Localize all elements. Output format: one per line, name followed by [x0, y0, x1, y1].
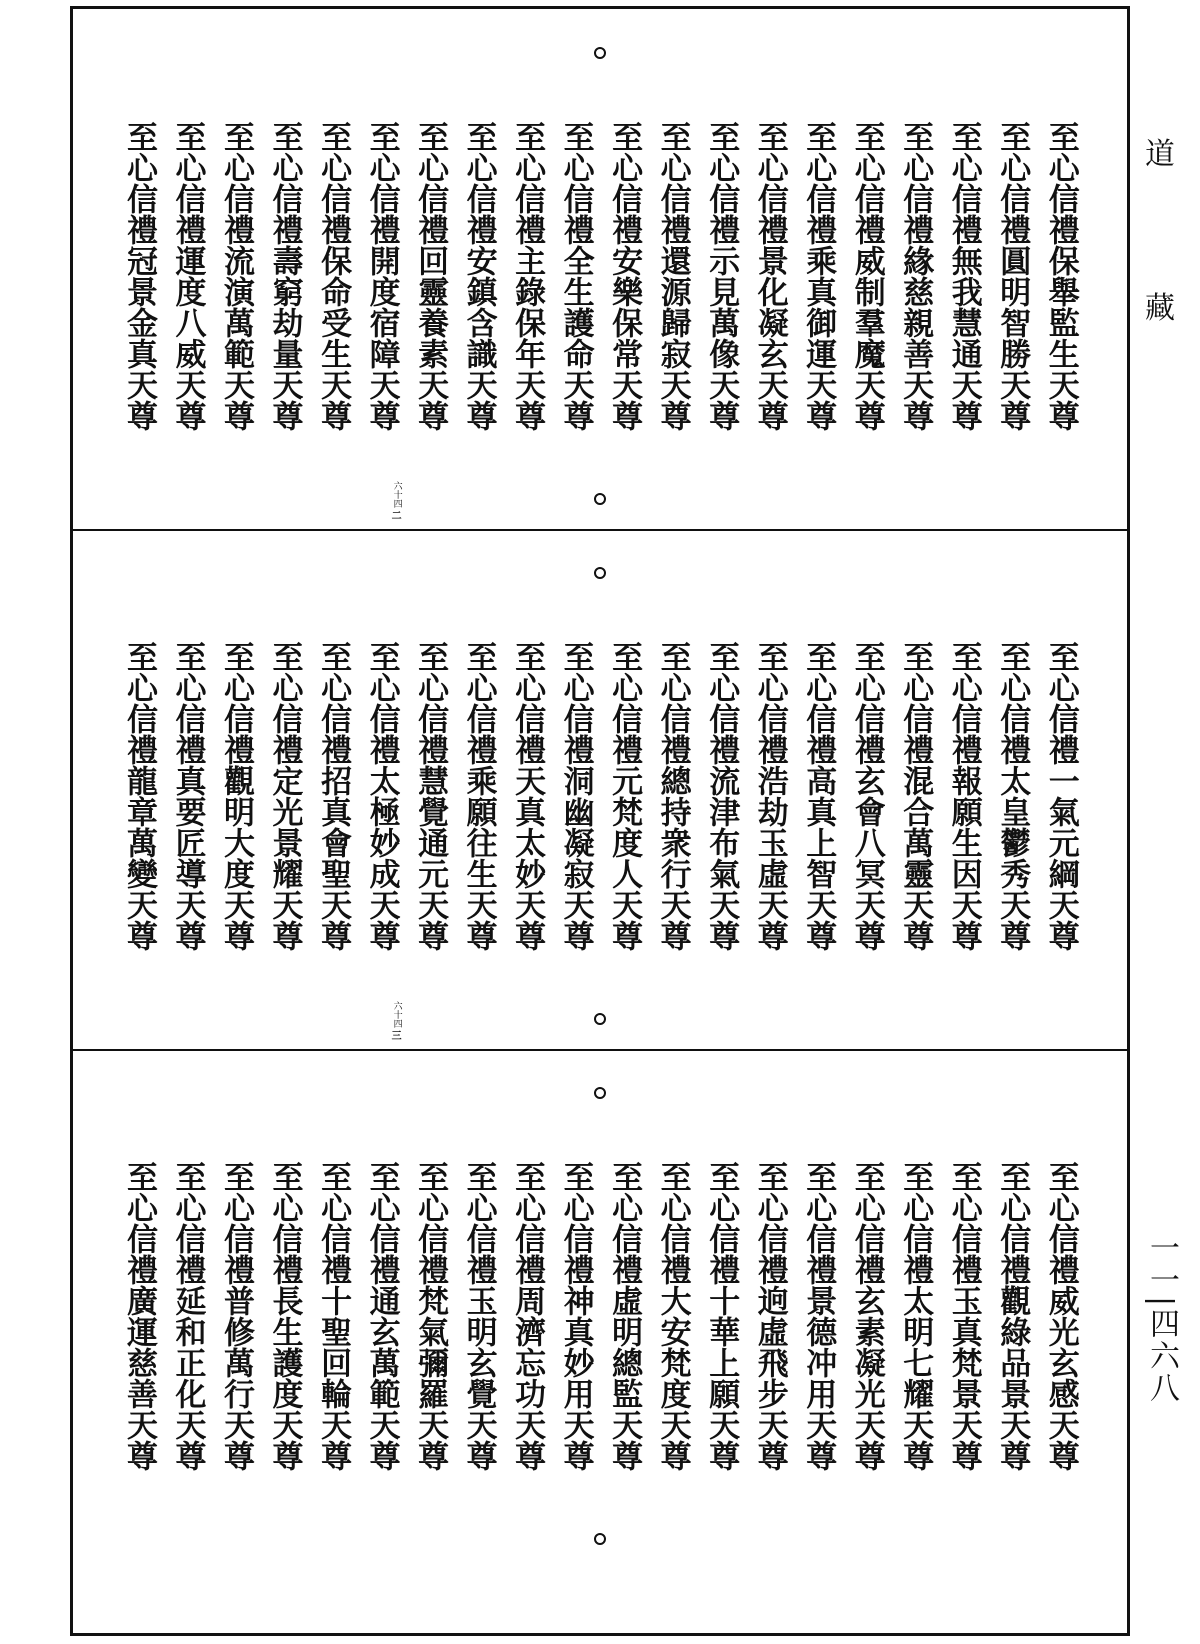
- column-text: 至心信禮威光玄感天尊: [1042, 1161, 1079, 1471]
- text-column: [216, 641, 256, 951]
- text-column: [992, 121, 1032, 431]
- text-column: [216, 1161, 256, 1471]
- text-column: [847, 641, 887, 951]
- circle-mark-bottom: [594, 1533, 606, 1545]
- column-text: 至心信禮十華上願天尊: [703, 1161, 740, 1471]
- column-annotation: 六十四: [391, 1001, 402, 1028]
- column-text: 至心信禮流津布氣天尊: [703, 641, 740, 951]
- column-text: 至心信禮廣運慈善天尊: [121, 1161, 157, 1471]
- side-margin-title: [1140, 138, 1180, 326]
- column-text: 至心信禮乘願往生天尊: [460, 641, 497, 951]
- text-column: [750, 641, 790, 951]
- text-column: [410, 121, 450, 431]
- text-column: [944, 641, 984, 951]
- column-text: 至心信禮無我慧通天尊: [945, 121, 982, 431]
- text-column: [798, 641, 838, 951]
- fold-marker: 三: [391, 1031, 402, 1042]
- text-column: [119, 1161, 159, 1471]
- column-text: 至心信禮元梵度人天尊: [606, 641, 643, 951]
- column-text: 至心信禮龍章萬變天尊: [121, 641, 157, 951]
- circle-mark-top: [594, 47, 606, 59]
- side-title-char: 藏: [1145, 291, 1175, 326]
- column-text: 至心信禮高真上智天尊: [800, 641, 837, 951]
- text-column: [459, 1161, 499, 1471]
- column-text: 至心信禮回靈養素天尊: [412, 121, 449, 431]
- panel-divider: [73, 1049, 1127, 1051]
- column-text: 至心信禮定光景耀天尊: [266, 641, 303, 951]
- column-text: 至心信禮保命受生天尊: [315, 121, 352, 431]
- column-text: 至心信禮緣慈親善天尊: [897, 121, 934, 431]
- text-column: [895, 1161, 935, 1471]
- column-text: 至心信禮逈虛飛步天尊: [751, 1161, 788, 1471]
- column-text: 至心信禮威制羣魔天尊: [848, 121, 885, 431]
- column-text: 至心信禮主錄保年天尊: [509, 121, 546, 431]
- text-column: [798, 121, 838, 431]
- column-text: 至心信禮壽窮劫量天尊: [266, 121, 303, 431]
- text-column: [119, 121, 159, 431]
- text-column: [459, 121, 499, 431]
- text-columns: [119, 1161, 1081, 1471]
- column-text: 至心信禮通玄萬範天尊: [363, 1161, 400, 1471]
- column-text: 至心信禮開度宿障天尊: [363, 121, 400, 431]
- text-column: [265, 1161, 305, 1471]
- text-column: [410, 1161, 450, 1471]
- column-text: 至心信禮觀綠品景天尊: [994, 1161, 1031, 1471]
- column-text: 至心信禮十聖回輪天尊: [315, 1161, 352, 1471]
- page-frame: [70, 6, 1130, 1636]
- text-column: [168, 1161, 208, 1471]
- column-text: 至心信禮太極妙成天尊: [363, 641, 400, 951]
- text-column: [604, 641, 644, 951]
- text-column: [604, 121, 644, 431]
- text-column: [313, 121, 353, 431]
- page-number: 一一|四六八: [1144, 1232, 1179, 1405]
- column-text: 至心信禮太明七耀天尊: [897, 1161, 934, 1471]
- text-column: [798, 1161, 838, 1471]
- text-column: [1041, 641, 1081, 951]
- text-column: [1041, 1161, 1081, 1471]
- column-annotation: 六十四: [391, 481, 402, 508]
- text-column: [265, 641, 305, 951]
- text-column: [701, 121, 741, 431]
- column-text: 至心信禮玉明玄覺天尊: [460, 1161, 497, 1471]
- side-title-char: 道: [1145, 137, 1175, 172]
- text-column: [313, 1161, 353, 1471]
- column-text: 至心信禮安鎮含識天尊: [460, 121, 497, 431]
- text-column: [944, 1161, 984, 1471]
- text-columns: [119, 121, 1081, 522]
- text-column: [750, 121, 790, 431]
- column-text: 至心信禮總持衆行天尊: [654, 641, 691, 951]
- text-column: [653, 121, 693, 431]
- column-text: 至心信禮景德冲用天尊: [800, 1161, 837, 1471]
- text-columns: [119, 641, 1081, 1042]
- text-column: [653, 1161, 693, 1471]
- circle-mark-top: [594, 1087, 606, 1099]
- text-column: [265, 121, 305, 431]
- column-text: 至心信禮普修萬行天尊: [218, 1161, 255, 1471]
- text-column: [556, 121, 596, 431]
- text-column: [1041, 121, 1081, 431]
- column-text: 至心信禮梵氣彌羅天尊: [412, 1161, 449, 1471]
- text-column: [507, 121, 547, 431]
- text-column: [313, 641, 353, 951]
- column-text: 至心信禮一氣元綱天尊: [1042, 641, 1079, 951]
- column-text: 至心信禮招真會聖天尊: [315, 641, 352, 951]
- text-column: [459, 641, 499, 951]
- text-column: [701, 641, 741, 951]
- text-column: [847, 1161, 887, 1471]
- text-column: [119, 641, 159, 951]
- column-text: 至心信禮玄素凝光天尊: [848, 1161, 885, 1471]
- text-column: [216, 121, 256, 431]
- column-text: 至心信禮長生護度天尊: [266, 1161, 303, 1471]
- column-text: 至心信禮慧覺通元天尊: [412, 641, 449, 951]
- column-text: 至心信禮景化凝玄天尊: [751, 121, 788, 431]
- column-text: 至心信禮大安梵度天尊: [654, 1161, 691, 1471]
- text-column: [410, 641, 450, 951]
- text-column: [507, 641, 547, 951]
- text-column: [604, 1161, 644, 1471]
- column-text: 至心信禮流演萬範天尊: [218, 121, 255, 431]
- column-text: 至心信禮還源歸寂天尊: [654, 121, 691, 431]
- page-panel: [73, 9, 1127, 529]
- column-text: 至心信禮太皇鬱秀天尊: [994, 641, 1031, 951]
- text-column: [944, 121, 984, 431]
- text-column: [847, 121, 887, 431]
- column-text: 至心信禮天真太妙天尊: [509, 641, 546, 951]
- column-text: 至心信禮安樂保常天尊: [606, 121, 643, 431]
- text-column: [362, 1161, 402, 1471]
- text-column: [507, 1161, 547, 1471]
- text-column: [750, 1161, 790, 1471]
- text-column: [895, 121, 935, 431]
- text-column: [556, 641, 596, 951]
- column-text: 至心信禮運度八威天尊: [169, 121, 206, 431]
- column-text: 至心信禮保舉監生天尊: [1042, 121, 1079, 431]
- fold-marker: 二: [391, 511, 402, 522]
- column-text: 至心信禮冠景金真天尊: [121, 121, 157, 431]
- text-column: [168, 641, 208, 951]
- column-text: 至心信禮洞幽凝寂天尊: [557, 641, 594, 951]
- column-text: 至心信禮全生護命天尊: [557, 121, 594, 431]
- column-text: 至心信禮周濟忘功天尊: [509, 1161, 546, 1471]
- column-text: 至心信禮真要匠導天尊: [169, 641, 206, 951]
- page-panel: [73, 1049, 1127, 1569]
- column-text: 至心信禮玉真梵景天尊: [945, 1161, 982, 1471]
- text-column: [992, 1161, 1032, 1471]
- column-text: 至心信禮浩劫玉虛天尊: [751, 641, 788, 951]
- text-column: [168, 121, 208, 431]
- panel-divider: [73, 529, 1127, 531]
- column-text: 至心信禮示見萬像天尊: [703, 121, 740, 431]
- text-column: [992, 641, 1032, 951]
- column-text: 至心信禮報願生因天尊: [945, 641, 982, 951]
- text-column: [895, 641, 935, 951]
- column-text: 至心信禮神真妙用天尊: [557, 1161, 594, 1471]
- column-text: 至心信禮混合萬靈天尊: [897, 641, 934, 951]
- page-panel: [73, 529, 1127, 1049]
- text-column: [556, 1161, 596, 1471]
- text-column: [362, 121, 402, 522]
- column-text: 至心信禮玄會八冥天尊: [848, 641, 885, 951]
- circle-mark-top: [594, 567, 606, 579]
- text-column: [362, 641, 402, 1042]
- column-text: 至心信禮延和正化天尊: [169, 1161, 206, 1471]
- column-text: 至心信禮乘真御運天尊: [800, 121, 837, 431]
- text-column: [653, 641, 693, 951]
- column-text: 至心信禮圓明智勝天尊: [994, 121, 1031, 431]
- column-text: 至心信禮虛明總監天尊: [606, 1161, 643, 1471]
- column-text: 至心信禮觀明大度天尊: [218, 641, 255, 951]
- text-column: [701, 1161, 741, 1471]
